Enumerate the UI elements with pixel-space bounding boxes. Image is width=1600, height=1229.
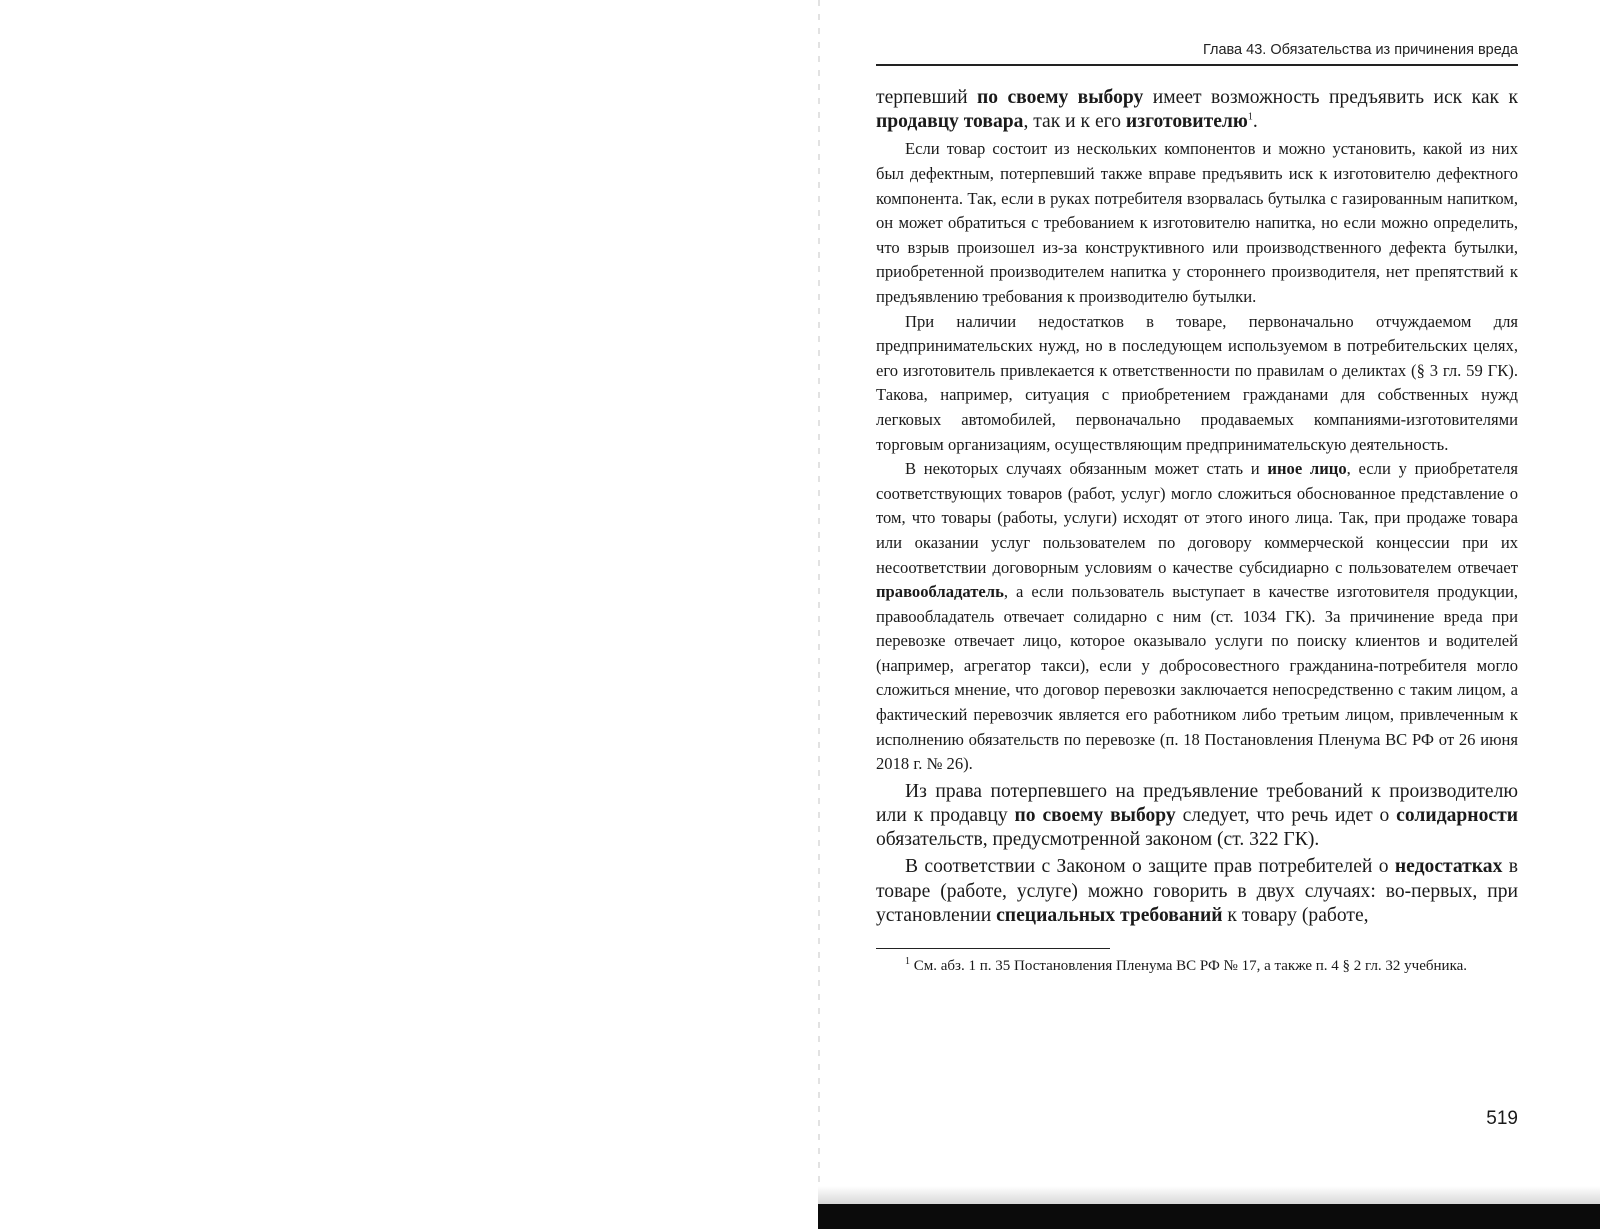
page-edge-shadow <box>818 0 820 1229</box>
text-run: имеет возможность предъявить иск как к <box>1143 87 1518 108</box>
bold-run: правообладатель <box>876 582 1004 602</box>
scan-bottom-fade <box>818 1186 1600 1204</box>
text-run: , так и к его <box>1023 111 1126 133</box>
bold-run: по своему выбору <box>1014 805 1176 827</box>
text-run: к товару (работе, <box>1222 904 1369 926</box>
bold-run: изготовителю <box>1125 111 1248 133</box>
paragraph-6 <box>876 855 1518 928</box>
paragraph-4 <box>876 457 1518 777</box>
text-run: , а если пользователь выступает в качестве изготовителя продукции, правообладатель отвечает солидарно с ним (ст. 1034 ГК). За причинение вреда при перевозке отвечает лицо, которое оказывало услуги по поиску клиентов и водителей (например, агрегатор такси), если у добросовестного гражданина-потребителя могло сложиться мнение, что договор перевозки заключается непосредственно с таким лицом, а фактический перевозчик является его работником либо третьим лицом, привлеченным к исполнению обязательств по перевозке (п. 18 Постановления Пленума ВС РФ от 26 июня 2018 г. № 26). <box>876 582 1518 774</box>
bold-run: продавцу товара <box>876 111 1024 133</box>
body-text <box>876 86 1518 928</box>
bold-run: специальных требований <box>996 904 1223 926</box>
bold-run: солидарности <box>1396 805 1518 827</box>
footnote-text: См. абз. 1 п. 35 Постановления Пленума ВС РФ № 17, а также п. 4 § 2 гл. 32 учебника. <box>910 958 1468 975</box>
paragraph-3: При наличии недостатков в товаре, первоначально отчуждаемом для предпринимательских нужд, но в последующем используемом в потребительских целях, его изготовитель привлекается к ответственности по правилам о деликтах (§ 3 гл. 59 ГК). Такова, например, ситуация с приобретением гражданами для собственных нужд легковых автомобилей, первоначально продаваемых компаниями-изготовителями торговым организациям, осуществляющим предпринимательскую деятельность. <box>876 311 1518 454</box>
text-run: . <box>1252 111 1258 133</box>
text-run: В соответствии с Законом о защите прав потребителей о <box>905 856 1395 878</box>
book-page <box>876 36 1518 992</box>
footnote-marker: 1 <box>905 956 910 968</box>
bold-run: по своему выбору <box>976 87 1144 108</box>
bold-run: иное лицо <box>1267 459 1347 479</box>
paragraph-1 <box>876 86 1518 134</box>
text-run: следует, что речь идет о <box>1175 805 1397 827</box>
paragraph-5 <box>876 780 1518 853</box>
page-number: 519 <box>1486 1108 1518 1129</box>
scan-bottom-band <box>818 1204 1600 1229</box>
text-run: в товаре (работе, услуге) можно говорить в двух случаях: во-первых, при установлении <box>876 856 1518 926</box>
text-run: В некоторых случаях обязанным может стать и <box>905 459 1268 479</box>
footnote <box>876 955 1518 977</box>
text-run: обязательств, предусмотренной законом (ст. 322 ГК). <box>876 829 1320 851</box>
text-run: терпевший <box>876 87 977 108</box>
bold-run: недостатках <box>1394 856 1503 878</box>
text-run: Из права потерпевшего на предъявление требований к производителю или к продавцу <box>876 780 1518 827</box>
text-run: , если у приобретателя соответствующих товаров (работ, услуг) могло сложиться обоснованное представление о том, что товары (работы, услуги) исходят от этого иного лица. Так, при продаже товара или оказании услуг пользователем по договору коммерческой концессии при их несоответствии договорным условиям о качестве субсидиарно с пользователем отвечает <box>876 459 1518 577</box>
running-title: Глава 43. Обязательства из причинения вреда <box>876 42 1518 66</box>
paragraph-2: Если товар состоит из нескольких компонентов и можно установить, какой из них был дефектным, потерпевший также вправе предъявить иск к изготовителю дефектного компонента. Так, если в руках потребителя взорвалась бутылка с газированным напитком, он может обратиться с требованием к изготовителю напитка, но если можно определить, что взрыв произошел из-за конструктивного или производственного дефекта бутылки, приобретенной производителем напитка у стороннего производителя, нет препятствий к предъявлению требования к производителю бутылки. <box>876 139 1518 306</box>
footnote-divider <box>876 948 1110 949</box>
footnote-ref: 1 <box>1247 111 1253 123</box>
